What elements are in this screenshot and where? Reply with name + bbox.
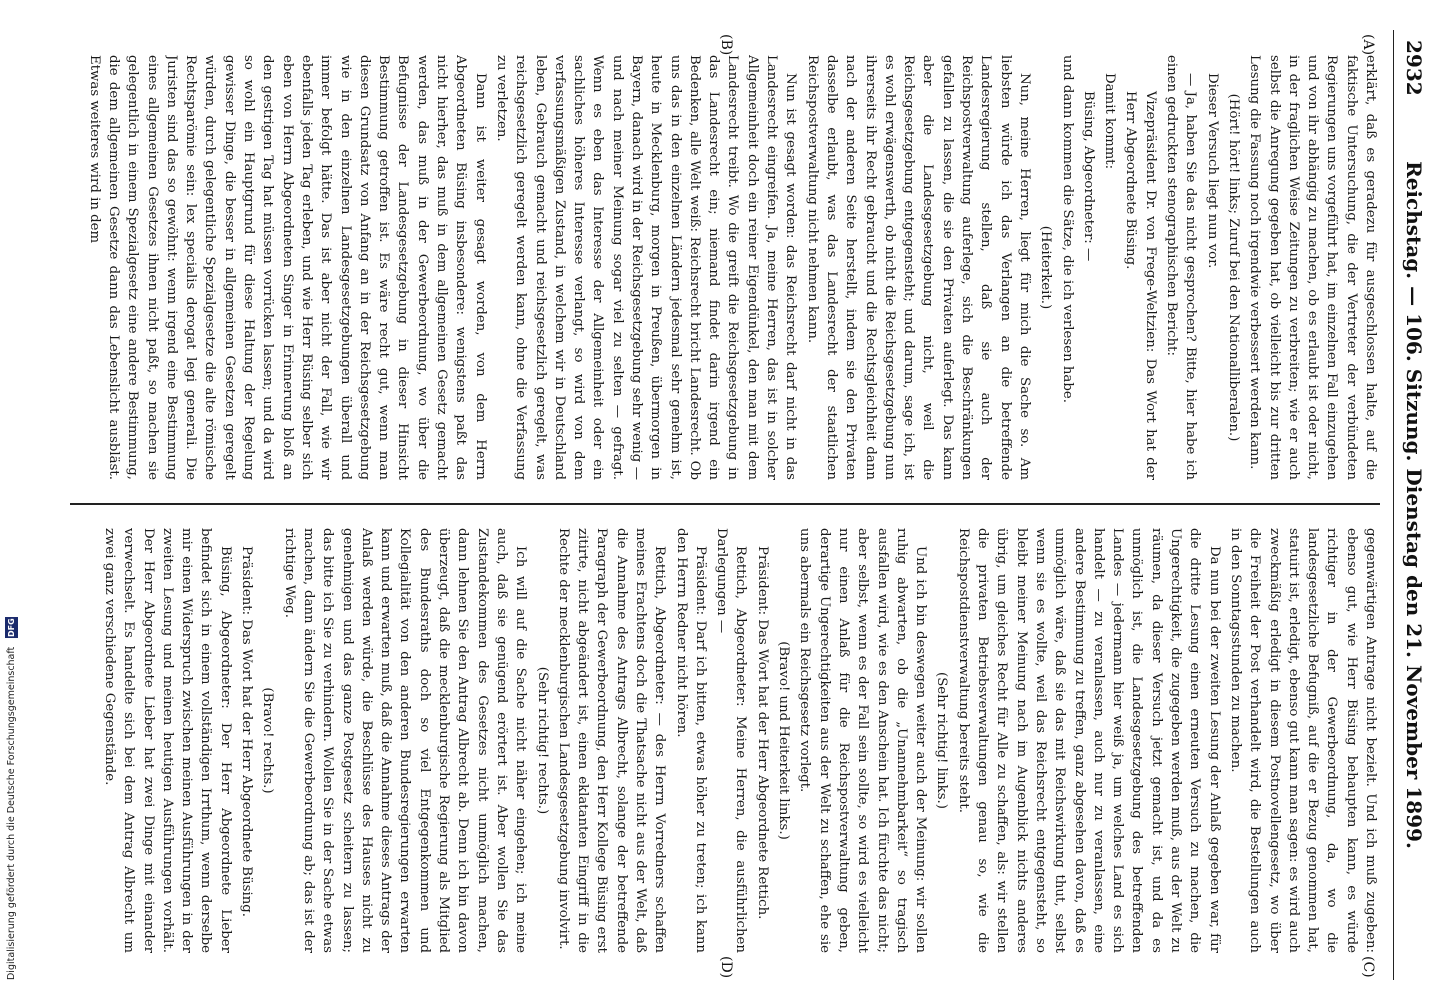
margin-marker-d: (D) <box>718 956 734 979</box>
paragraph: Nun ist gesagt worden: das Reichsrecht darf nicht in das Landesrecht eingreifen. Ja, meine Herren, das ist in solcher Allgemeinheit doch ein reiner Eigendünkel, den man mit dem Landesrecht treibt. Wo die greift die Reichsgesetzgebung in das Landesrecht ein; niemand findet darin irgend ein Bedenken, alle Welt weiß: Reichsrecht bricht Landesrecht. Ob uns das in den einzelnen Ländern jedesmal sehr genehm ist, heute in Mecklenburg, morgen in Preußen, übermorgen in Bayern, danach wird in der Reichsgesetzgebung sehr wenig — und nach meiner Meinung sogar viel zu selten — gefragt. Wenn es eben das Interesse der Allgemeinheit oder ein sachliches höheres Interesse verlangt, so wird von dem verfassungsmäßigen Zustand, in welchem wir in Deutschland leben, Gebrauch gemacht und reichsgesetzlich geregelt, was reichsgesetzlich geregelt werden kann, ohne die Verfassung zu verletzen. <box>493 55 799 480</box>
paragraph: Dann ist weiter gesagt worden, von dem Herrn Abgeordneten Büsing insbesondere: wenigstens paßt das nicht hierher, das muß in dem allgemeinen Gesetz gemacht werden, das muß in der Gewerbeordnung, wo über die Befugnisse der Landesgesetzgebung in dieser Hinsicht Bestimmung getroffen ist. Es wäre recht gut, wenn man diesen Grundsatz von Anfang an in der Reichsgesetzgebung wie in den einzelnen Landesgesetzgebungen überall und immer befolgt hätte. Das ist aber nicht der Fall, wie wir ebenfalls jeden Tag erleben, und wie Herr Büsing selber sich eben von Herrn Abgeordneten Singer in Erinnerung bloß an den gestrigen Tag hat müssen vorrücken lassen; und da wird so wohl ein Hauptgrund für diese Haltung der Regelung gewisser Dinge, die besser in allgemeinen Gesetzen geregelt würden, durch gelegentliche Spezialgesetze die alte römische Rechtsparömie sein: lex specialis derogat legi generali. Die Juristen sind das so gewöhnt: wenn irgend eine Bestimmung eines allgemeinen Gesetzes ihnen nicht paßt, so machen sie gelegentlich in einem Spezialgesetz eine andere Bestimmung, die dem allgemeinen Gesetze dann das Lebenslicht ausbläst. Etwas weiteres wird in dem <box>86 55 488 480</box>
paragraph: (Sehr richtig! links.) <box>934 672 950 809</box>
paragraph: (Sehr richtig! rechts.) <box>534 666 550 815</box>
paragraph: und dann kommen die Sätze, die ich verlesen habe. <box>1059 55 1075 403</box>
paragraph: erklärt, daß es geradezu für ausgeschlossen halte, auf die faktische Untersuchung, die der Vertreter der verbündeten Regierungen uns vorgeführt hat, im einzelnen Fall einzugehen und von ihr abhängig zu machen, ob es erlaubt ist oder nicht, in der fraglichen Weise Zeitungen zu verbreiten; wie er auch selbst die Anregung gegeben hat, ob vielleicht bis zur dritten Lesung die Fassung noch irgendwie verbessert werden kann. <box>1247 55 1378 480</box>
right-column <box>64 528 1380 953</box>
paragraph: Büsing, Abgeordneter: — <box>1080 91 1096 262</box>
paragraph: Nun, meine Herren, liegt für mich die Sache so. Am liebsten würde ich das Verlangen an die betreffende Landesregierung stellen, daß sie auch der Reichspostverwaltung auferlege, sich die Beschränkungen gefallen zu lassen, die sie den Privaten auferlegt. Das kann aber die Landesgesetzgebung nicht, weil die Reichsgesetzgebung entgegensteht; und darum, sage ich, ist es wohl erwägenswerth, ob nicht die Reichsgesetzgebung nun ihrerseits ihr Recht gebraucht und die Rechtsgleichheit dann nach der anderen Seite herstellt, indem sie den Privaten dasselbe erlaubt, was das Landesrecht der staatlichen Reichspostverwaltung nicht nehmen kann. <box>804 55 1032 480</box>
paragraph: (Heiterkeit.) <box>1038 225 1054 310</box>
paragraph: Damit kommt: <box>1102 73 1118 170</box>
margin-marker-b: (B) <box>718 34 734 56</box>
margin-marker-a: (A) <box>1360 34 1376 56</box>
page-header <box>1393 30 1434 980</box>
dfg-logo: DFG <box>6 617 16 637</box>
margin-marker-c: (C) <box>1360 956 1376 978</box>
paragraph: — Ja, haben Sie das nicht gesprochen? Bitte, hier habe ich einen gedruckten stenographischen Bericht: <box>1164 55 1199 480</box>
credit-text: Digitalisierung gefördert durch die Deutsche Forschungsgemeinschaft <box>5 646 17 980</box>
paragraph: Präsident: Das Wort hat der Herr Abgeordnete Rettich. <box>754 546 770 920</box>
paragraph: Präsident: Das Wort hat der Herr Abgeordnete Büsing. <box>239 546 255 918</box>
paragraph: (Bravo! und Heiterkeit links.) <box>776 641 792 840</box>
paragraph: Da nun bei der zweiten Lesung der Anlaß gegeben war, für die dritte Lesung einen erneuten Versuch zu machen, die Ungerechtigkeit, die zugegeben werden muß, aus der Welt zu räumen, da dieser Versuch jetzt gemacht ist, und da es unmöglich ist, die Landesgesetzgebung des betreffenden Landes — jedermann hier weiß ja, um welches Land es sich handelt — zu veranlassen, auch nur zu veranlassen, eine andere Bestimmung zu treffen, ganz abgesehen davon, daß es unmöglich wäre, daß sie das mit Reichswirkung thut, selbst wenn sie es wollte, weil das Reichsrecht entgegensteht, so bleibt meiner Meinung nach im Augenblick nichts anderes übrig, um gleiches Recht für Alle zu schaffen, als: wir stellen die privaten Betriebsverwaltungen genau so, wie die Reichspostdienstverwaltung bereits steht. <box>955 528 1222 953</box>
newspaper-page <box>54 30 1434 980</box>
paragraph: (Bravo! rechts.) <box>260 687 276 794</box>
paragraph: Dieser Versuch liegt nun vor. <box>1204 73 1220 269</box>
paragraph: Büsing, Abgeordneter: Der Herr Abgeordnete Lieber befindet sich in einem vollständigen Irrthum, wenn derselbe mir einen Widerspruch zwischen meinen Ausführungen in der zweiten Lesung und meinen heutigen Ausführungen vorhält. Der Herr Abgeordnete Lieber hat zwei Dinge mit einander verwechselt. Es handelte sich bei dem Antrag Albrecht um zwei ganz verschiedene Gegenstände. <box>102 528 233 953</box>
digitization-credit <box>2 0 20 1000</box>
column-divider <box>70 503 1380 505</box>
paragraph: Rettich, Abgeordneter: — des Herrn Vorredners schaffen meines Erachtens doch die Thatsache nicht aus der Welt, daß die Annahme des Antrags Albrecht, solange der betreffende Paragraph der Gewerbeordnung, den Herr Kollege Büsing erst zitirte, nicht abgeändert ist, einen eklatanten Eingriff in die Rechte der mecklenburgischen Landesgesetzgebung involvirt. <box>555 528 668 953</box>
paragraph: Ich will auf die Sache nicht näher eingehen; ich meine auch, daß sie genügend erörtert ist. Aber wollen Sie das Zustandekommen des Gesetzes nicht unmöglich machen, dann lehnen Sie den Antrag Albrecht ab. Denn ich bin davon überzeugt, daß die mecklenburgische Regierung als Mitglied des Bundesraths doch so viel Entgegenkommen und Kollegialität von den anderen Bundesregierungen erwarten kann und erwarten muß, daß die Annahme dieses Antrags der Anlaß werden würde, die Beschlüsse des Hauses nicht zu genehmigen und das ganze Postgesetz scheitern zu lassen; das bitte ich Sie zu verhindern. Wollen Sie in der Sache etwas machen, dann ändern Sie die Gewerbeordnung ab; das ist der richtige Weg. <box>281 528 529 953</box>
paragraph: Präsident: Darf ich bitten, etwas höher zu treten; ich kann den Herrn Redner nicht hören. <box>673 528 708 953</box>
paragraph: gegenwärtigen Antrage nicht bezielt. Und ich muß zugeben: ebenso gut, wie Herr Büsing behaupten kann, es würde richtiger in der Gewerbeordnung, da, wo die landesgesetzliche Befugniß, auf die er Bezug genommen hat, statuirt ist, erledigt, ebenso gut kann man sagen: es wird auch zweckmäßig erledigt in diesem Postnovellengesetz, wo über die Freiheit der Post verhandelt wird, die Bestellungen auch in den Sonntagsstunden zu machen. <box>1227 528 1378 953</box>
left-column <box>64 55 1380 480</box>
paragraph: Vizepräsident Dr. von Frege-Weltzien: Das Wort hat der Herr Abgeordnete Büsing. <box>1123 91 1158 480</box>
paragraph: Und ich bin deswegen weiter auch der Meinung: wir sollen ruhig abwarten, ob die „Unannehmbarkeit“ so tragisch ausfallen wird, wie es den Anschein hat. Ich fürchte das nicht; aber selbst, wenn es der Fall sein sollte, so wird es vielleicht nur einen Anlaß für die Reichspostverwaltung geben, derartige Ungerechtigkeiten aus der Welt zu schaffen, ehe sie uns abermals ein Reichsgesetz vorlegt. <box>797 528 929 953</box>
paragraph: (Hört! hört! links; Zuruf bei den Nationalliberalen.) <box>1225 93 1241 442</box>
paragraph: Rettich, Abgeordneter: Meine Herren, die ausführlichen Darlegungen — <box>714 528 749 953</box>
page-number: 2932 <box>1402 40 1426 96</box>
page-title: Reichstag. — 106. Sitzung. Dienstag den 21. November 1899. <box>1402 161 1426 849</box>
